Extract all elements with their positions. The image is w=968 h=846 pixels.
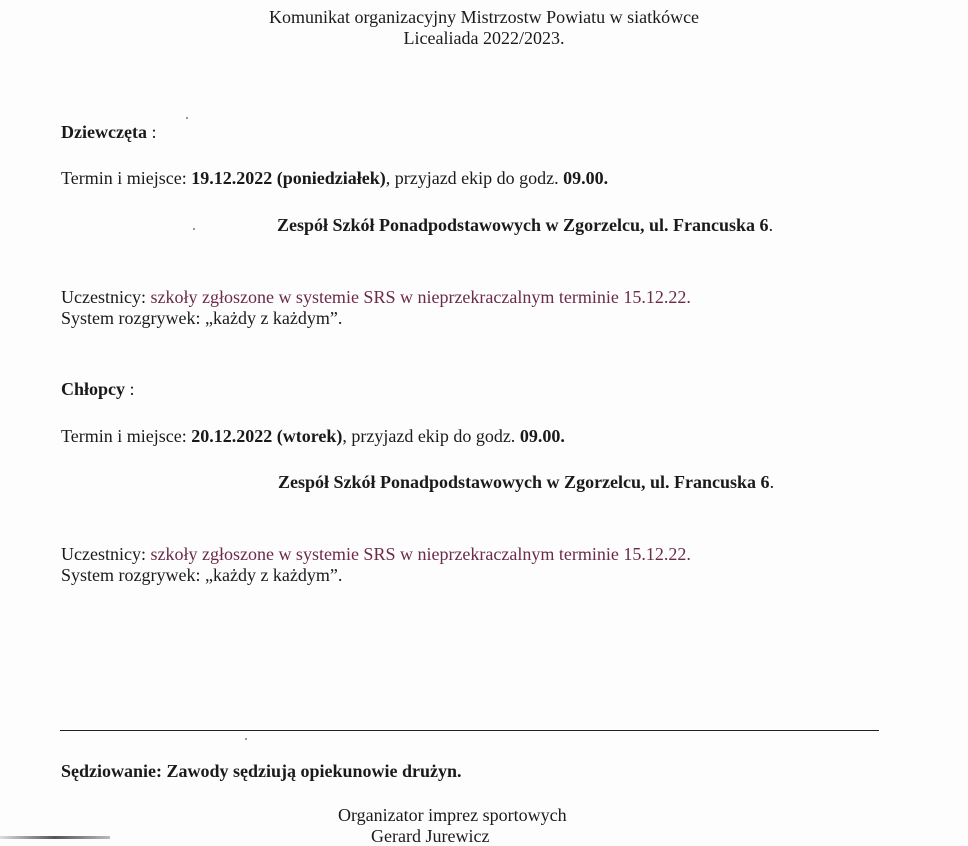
participants-label: Uczestnicy: [61,287,151,307]
term-line-boys [61,426,565,446]
heading-text: Dziewczęta [61,122,147,142]
heading-suffix: : [146,122,157,142]
signature-role: Organizator imprez sportowych [338,805,567,825]
horizontal-divider [60,730,879,731]
participants-text: szkoły zgłoszone w systemie SRS w nieprzekraczalnym terminie 15.12.22. [150,544,691,564]
venue-girls [277,215,773,235]
refereeing-note [61,761,462,781]
document-title: Komunikat organizacyjny Mistrzostw Powiatu w siatkówce [268,7,700,27]
venue-suffix: . [768,215,774,235]
scan-speck [186,117,188,119]
arrival-time: 09.00. [519,426,565,446]
scan-speck [245,738,247,740]
section-heading-boys [61,379,135,399]
arrival-text: , przyjazd ekip do godz. [342,426,520,446]
signature-name: Gerard Jurewicz [371,826,490,846]
venue-suffix: . [769,472,775,492]
participants-girls [61,287,691,307]
term-label: Termin i miejsce: [61,426,192,446]
scan-speck [193,228,195,230]
participants-boys [61,544,691,564]
refereeing-text: Sędziowanie: Zawody sędziują opiekunowie drużyn. [61,761,462,781]
venue-boys [278,472,774,492]
arrival-time: 09.00. [563,168,609,188]
system-girls: System rozgrywek: „każdy z każdym”. [61,308,343,328]
term-label: Termin i miejsce: [61,168,192,188]
document-subtitle: Licealiada 2022/2023. [403,28,565,48]
participants-label: Uczestnicy: [61,544,151,564]
arrival-text: , przyjazd ekip do godz. [385,168,564,188]
system-boys: System rozgrywek: „każdy z każdym”. [61,565,343,585]
participants-text: szkoły zgłoszone w systemie SRS w nieprzekraczalnym terminie 15.12.22. [150,287,691,307]
event-date: 19.12.2022 (poniedziałek) [191,168,386,188]
heading-text: Chłopcy [61,379,126,399]
section-heading-girls [61,122,156,142]
venue-text: Zespół Szkół Ponadpodstawowych w Zgorzelcu, ul. Francuska 6 [277,215,769,235]
event-date: 20.12.2022 (wtorek) [191,426,343,446]
term-line-girls [61,168,608,188]
venue-text: Zespół Szkół Ponadpodstawowych w Zgorzelcu, ul. Francuska 6 [278,472,770,492]
scan-edge [0,836,110,839]
heading-suffix: : [125,379,135,399]
